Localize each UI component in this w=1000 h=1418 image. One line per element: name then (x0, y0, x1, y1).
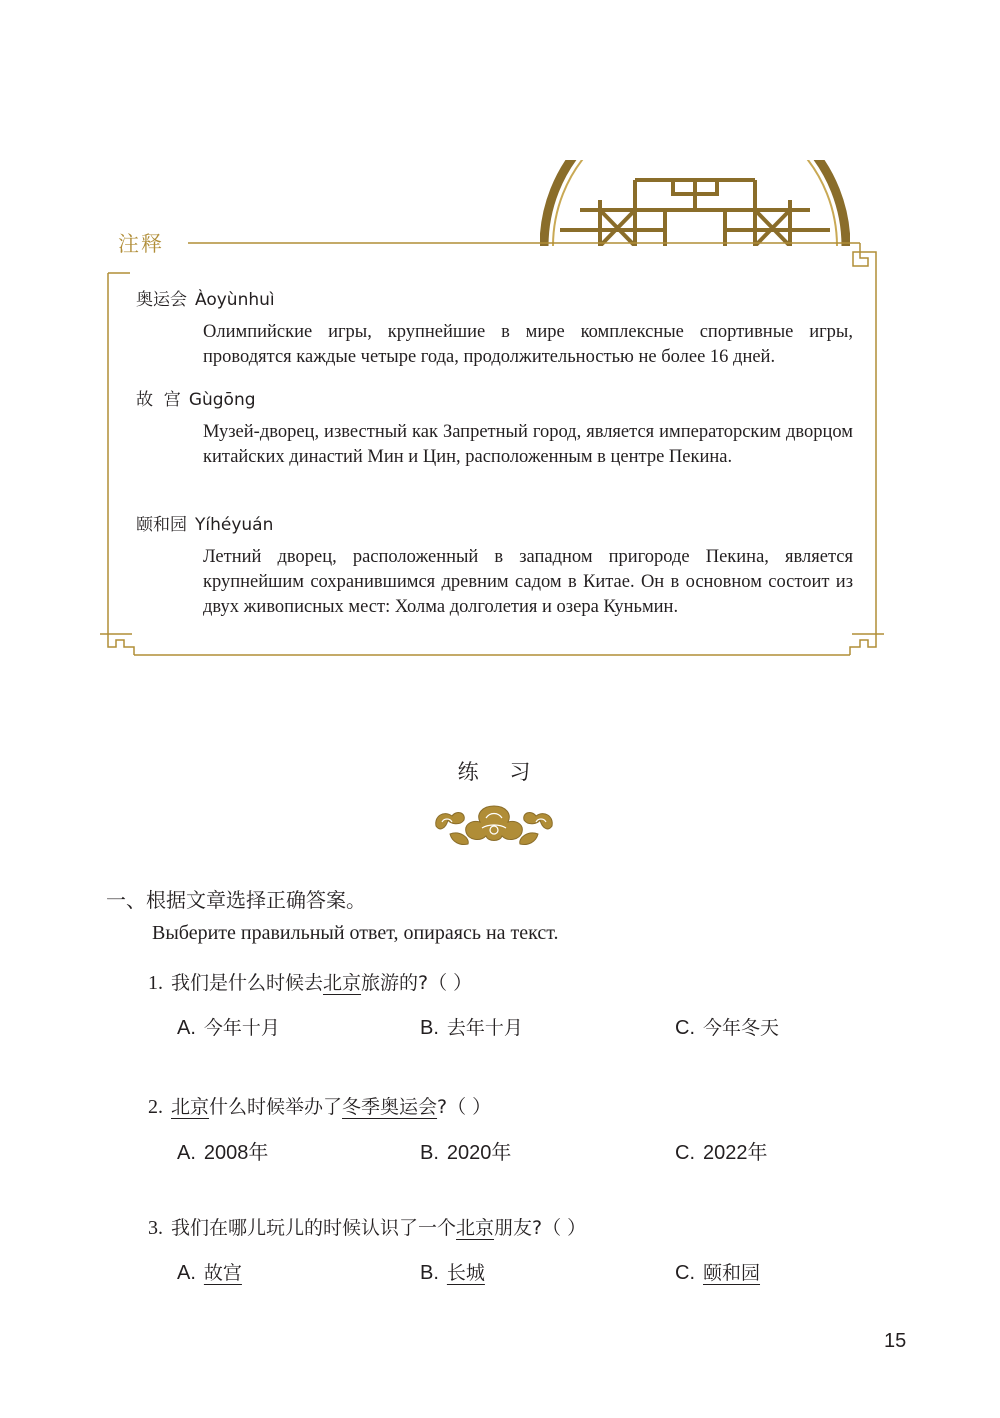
question-text-underlined: 北京 (171, 1096, 210, 1118)
question-text-underlined: 北京 (323, 972, 362, 994)
note-pinyin: Gùgōng (188, 390, 256, 410)
exercises-title: 练 习 (457, 760, 543, 784)
option-c[interactable] (675, 1258, 760, 1285)
question-text: 我们是什么时候去 (171, 972, 324, 994)
question-1 (148, 968, 472, 995)
note-term: 颐和园 (136, 515, 187, 535)
option-a[interactable] (177, 1258, 242, 1285)
option-b[interactable] (420, 1136, 511, 1165)
option-letter: A. (177, 1017, 196, 1039)
note-item-gugong (136, 388, 852, 470)
option-c[interactable] (675, 1136, 768, 1165)
question-text: 什么时候举办了 (209, 1096, 343, 1118)
note-definition: Летний дворец, расположенный в западном пригороде Пекина, является крупнейшим сохранившимся древним садом в Китае. Он в основном состоит из двух живописных мест: Холма долголетия и озера Куньмин. (203, 547, 853, 617)
note-definition: Музей-дворец, известный как Запретный город, является императорским дворцом китайских династий Мин и Цин, расположенным в центре Пекина. (203, 422, 853, 467)
cloud-ornament-icon (430, 800, 558, 848)
question-text: 我们在哪儿玩儿的时候认识了一个 (171, 1217, 457, 1239)
question-number: 1. (148, 972, 163, 994)
note-item-olympics (136, 288, 852, 370)
option-text: 2020年 (446, 1142, 512, 1164)
note-pinyin: Yíhéyuán (195, 515, 274, 535)
option-letter: B. (420, 1142, 439, 1164)
question-text: 朋友?（ ） (494, 1217, 587, 1239)
option-letter: C. (675, 1017, 695, 1039)
option-text: 2008年 (203, 1142, 269, 1164)
option-a[interactable] (177, 1013, 280, 1040)
question-text-underlined: 北京 (456, 1217, 495, 1239)
option-b[interactable] (420, 1258, 485, 1285)
notes-title: 注释 (118, 232, 164, 256)
question-text: ?（ ） (437, 1096, 492, 1118)
option-a[interactable] (177, 1136, 268, 1165)
option-letter: B. (420, 1262, 439, 1284)
task-instruction-ru: Выберите правильный ответ, опираясь на текст. (152, 922, 559, 944)
option-text: 2022年 (703, 1142, 768, 1164)
option-text: 长城 (446, 1262, 485, 1284)
note-definition: Олимпийские игры, крупнейшие в мире комплексные спортивные игры, проводятся каждые четыре года, продолжительностью не более 16 дней. (203, 322, 853, 367)
option-b[interactable] (420, 1013, 523, 1040)
question-text: 旅游的?（ ） (361, 972, 473, 994)
question-text-underlined: 冬季奥运会 (342, 1096, 438, 1118)
option-c[interactable] (675, 1013, 779, 1040)
option-text: 故宫 (203, 1262, 242, 1284)
option-letter: C. (675, 1262, 695, 1284)
question-number: 3. (148, 1217, 163, 1239)
question-2 (148, 1092, 491, 1119)
option-text: 颐和园 (703, 1262, 761, 1284)
note-term: 奥运会 (136, 290, 187, 310)
option-text: 今年十月 (203, 1017, 280, 1039)
task-instruction-zh: 一、根据文章选择正确答案。 (106, 888, 366, 912)
lattice-window-icon (540, 160, 850, 246)
note-term: 故 宫 (136, 390, 181, 410)
option-text: 去年十月 (446, 1017, 523, 1039)
option-text: 今年冬天 (703, 1017, 780, 1039)
option-letter: A. (177, 1142, 196, 1164)
note-item-yiheyuan (136, 513, 852, 620)
question-number: 2. (148, 1096, 163, 1118)
note-pinyin: Àoyùnhuì (195, 290, 275, 310)
page-number: 15 (884, 1330, 907, 1352)
option-letter: C. (675, 1142, 695, 1164)
option-letter: A. (177, 1262, 196, 1284)
option-letter: B. (420, 1017, 439, 1039)
question-3 (148, 1213, 586, 1240)
